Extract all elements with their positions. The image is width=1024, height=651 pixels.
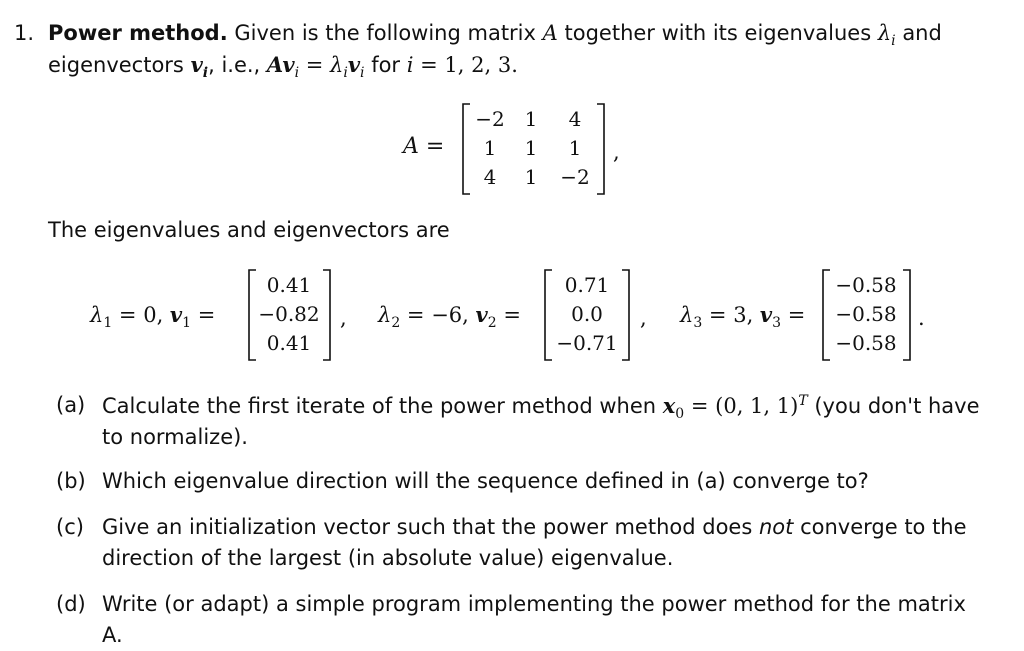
question-label: (a): [56, 393, 86, 417]
vector-3-period: .: [918, 306, 925, 330]
matrix-cell: 1: [568, 136, 582, 160]
vector-2-comma: ,: [640, 306, 647, 330]
intro-line2-text: eigenvectors: [48, 53, 184, 77]
lambda-i-symbol: $\lambda_i$: [877, 21, 896, 50]
question-a: [56, 390, 986, 452]
problem-title: Power method.: [48, 21, 228, 45]
emphasis-not: not: [758, 515, 794, 539]
eigen-equation: $Av_i = \lambda_iv_i$: [266, 52, 365, 82]
matrix-comma: ,: [613, 140, 620, 164]
matrix-cell: 4: [568, 107, 582, 131]
intro-line2-for: for: [371, 53, 401, 77]
vector-1-entry: −0.82: [258, 302, 320, 326]
vector-3-entry: −0.58: [835, 273, 897, 297]
eigen-intro-text: The eigenvalues and eigenvectors are: [48, 218, 450, 242]
intro-text: Given is the following matrix: [234, 21, 536, 45]
question-text: Write (or adapt) a simple program implementing the power method for the matrix A.: [102, 592, 966, 647]
matrix-cell: 1: [524, 136, 538, 160]
eigenpair-3-label: $\lambda_3 = 3$, $v_3$ =: [680, 302, 806, 332]
problem-number: 1.: [14, 21, 35, 45]
vector-3-entry: −0.58: [835, 331, 897, 355]
vector-2-entry: 0.71: [564, 273, 610, 297]
index-range: i = 1, 2, 3.: [406, 53, 518, 77]
vector-1-entry: 0.41: [266, 273, 312, 297]
matrix-label: A =: [403, 134, 445, 159]
intro-text-3: and: [902, 21, 942, 45]
matrix-symbol: A: [542, 21, 558, 45]
vector-2-entry: −0.71: [556, 331, 618, 355]
question-d: [56, 589, 986, 647]
question-b: [56, 466, 986, 497]
question-label: (c): [56, 515, 84, 539]
eigenpair-1-label: $\lambda_1 = 0$, $v_1$ =: [90, 302, 216, 332]
matrix-cell: −2: [560, 165, 590, 189]
question-text: Which eigenvalue direction will the sequence defined in (a) converge to?: [102, 469, 869, 493]
vector-1-comma: ,: [340, 306, 347, 330]
question-label: (b): [56, 469, 86, 493]
vector-v-i-symbol: $v_i$: [190, 52, 209, 82]
question-text: Calculate the first iterate of the power method when $x_0 = (0$, 1, 1)$^T$ (you don't have to normalize).: [102, 393, 980, 449]
x0-expression: $x_0 = (0$, 1, 1)$^T$: [662, 393, 808, 423]
question-label: (d): [56, 592, 86, 616]
intro-line2-ie: , i.e.,: [208, 53, 261, 77]
question-c: [56, 512, 986, 574]
vector-2-entry: 0.0: [571, 302, 603, 326]
intro-text-2: together with its eigenvalues: [564, 21, 872, 45]
question-text: Give an initialization vector such that the power method does not converge to the direction of the largest (in absolute value) eigenvalue.: [102, 515, 967, 570]
matrix-cell: 1: [524, 107, 538, 131]
matrix-cell: 1: [483, 136, 497, 160]
vector-3-entry: −0.58: [835, 302, 897, 326]
matrix-cell: 4: [483, 165, 497, 189]
eigenpair-2-label: $\lambda_2 = -6$, $v_2$ =: [378, 302, 521, 332]
matrix-cell: −2: [475, 107, 505, 131]
matrix-cell: 1: [524, 165, 538, 189]
vector-1-entry: 0.41: [266, 331, 312, 355]
